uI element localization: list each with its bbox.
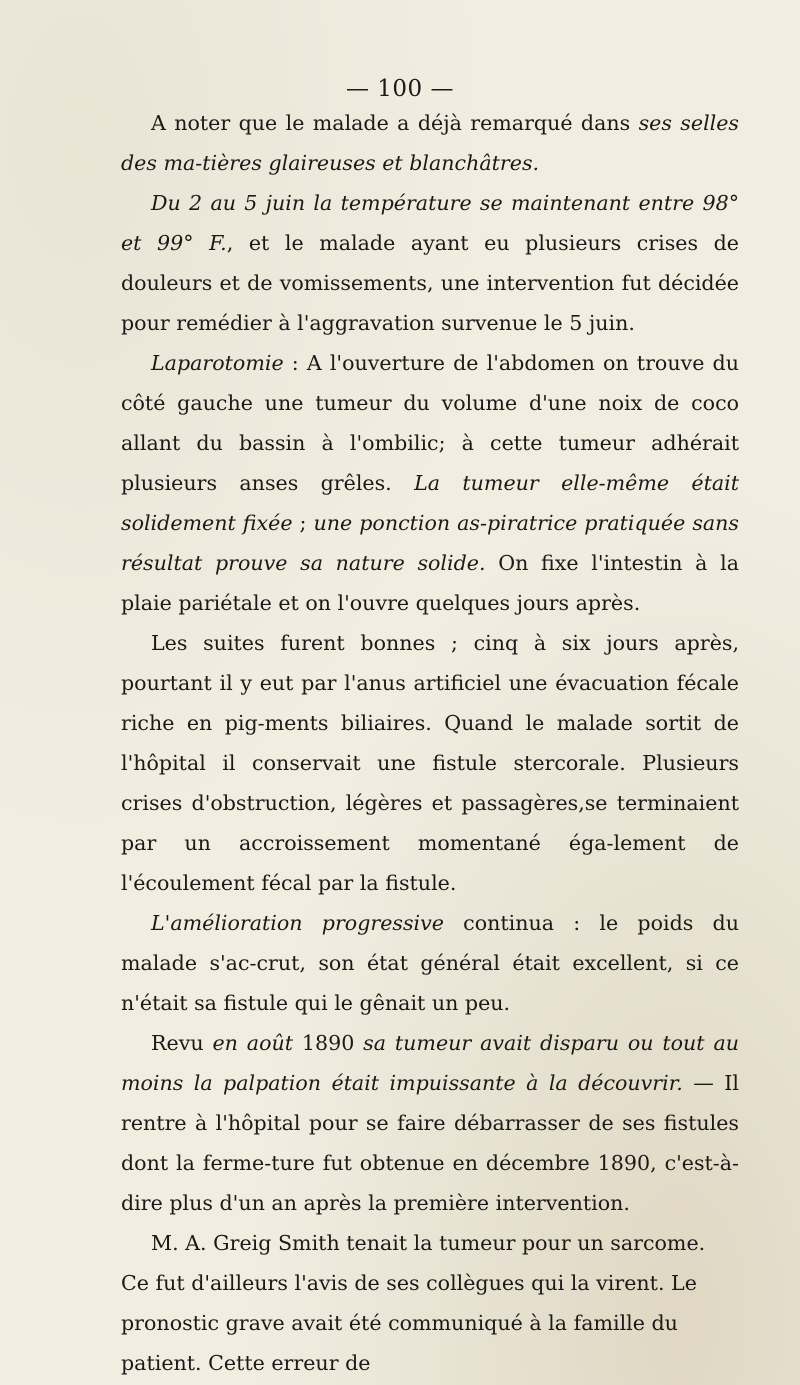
paragraph-4: [121, 623, 739, 903]
text-segment: : A l'ouverture de l'abdomen on trouve du côté gauche une tumeur du volume d'une noix de coco allant du bassin à l'ombilic; à cette tumeur adhérait plusieurs anses grêles.: [121, 351, 739, 495]
text-segment: continua : le poids du malade s'ac-crut, son état général était excellent, si ce n'était sa fistule qui le gênait un peu.: [121, 911, 739, 1015]
text-segment-italic: sa tumeur avait disparu ou tout au moins la palpation était impuissante à la découvrir.: [121, 1031, 739, 1095]
text-segment-italic: Du 2 au 5 juin la température se maintenant entre 98° et 99° F.: [121, 191, 739, 255]
text-segment-italic: en août: [212, 1031, 294, 1055]
text-segment-italic: une ponction as-piratrice pratiquée sans résultat prouve sa nature solide.: [121, 511, 739, 575]
text-segment-italic: L'amélioration progressive: [151, 911, 444, 935]
text-segment: ;: [292, 511, 314, 535]
body-text: [121, 103, 739, 1383]
text-segment-italic: La tumeur elle-même était solidement fixée: [121, 471, 739, 535]
page-number: — 100 —: [345, 76, 455, 102]
paragraph-1: [121, 103, 739, 183]
text-segment: 1890: [293, 1031, 364, 1055]
text-segment: Les suites furent bonnes ; cinq à six jours après, pourtant il y eut par l'anus artificiel une évacuation fécale riche en pig-ments biliaires. Quand le malade sortit de l'hôpital il conservait une fistule stercorale. Plusieurs crises d'obstruction, légères et passagères,se terminaient par un accroissement momentané éga-lement de l'écoulement fécal par la fistule.: [121, 631, 739, 895]
text-segment-italic: ses selles des ma-tières glaireuses et blanchâtres.: [121, 111, 739, 175]
text-segment: Revu: [151, 1031, 213, 1055]
paragraph-5: [121, 903, 739, 1023]
paragraph-7: [121, 1223, 739, 1383]
text-segment: — Il rentre à l'hôpital pour se faire débarrasser de ses fistules dont la ferme-ture fut obtenue en décembre 1890, c'est-à-dire plus d'un an après la première intervention.: [121, 1071, 739, 1215]
text-segment: A noter que le malade a déjà remarqué dans: [151, 111, 639, 135]
paragraph-2: [121, 183, 739, 343]
paragraph-6: [121, 1023, 739, 1223]
text-segment: On fixe l'intestin à la plaie pariétale et on l'ouvre quelques jours après.: [121, 551, 740, 615]
text-segment-italic: Laparotomie: [151, 351, 284, 375]
text-segment: M. A. Greig Smith tenait la tumeur pour un sarcome. Ce fut d'ailleurs l'avis de ses collègues qui la virent. Le pronostic grave avait été communiqué à la famille du patient. Cette erreur de: [121, 1231, 706, 1375]
paragraph-3: [121, 343, 739, 623]
text-segment: , et le malade ayant eu plusieurs crises de douleurs et de vomissements, une intervention fut décidée pour remédier à l'aggravation survenue le 5 juin.: [121, 231, 739, 335]
